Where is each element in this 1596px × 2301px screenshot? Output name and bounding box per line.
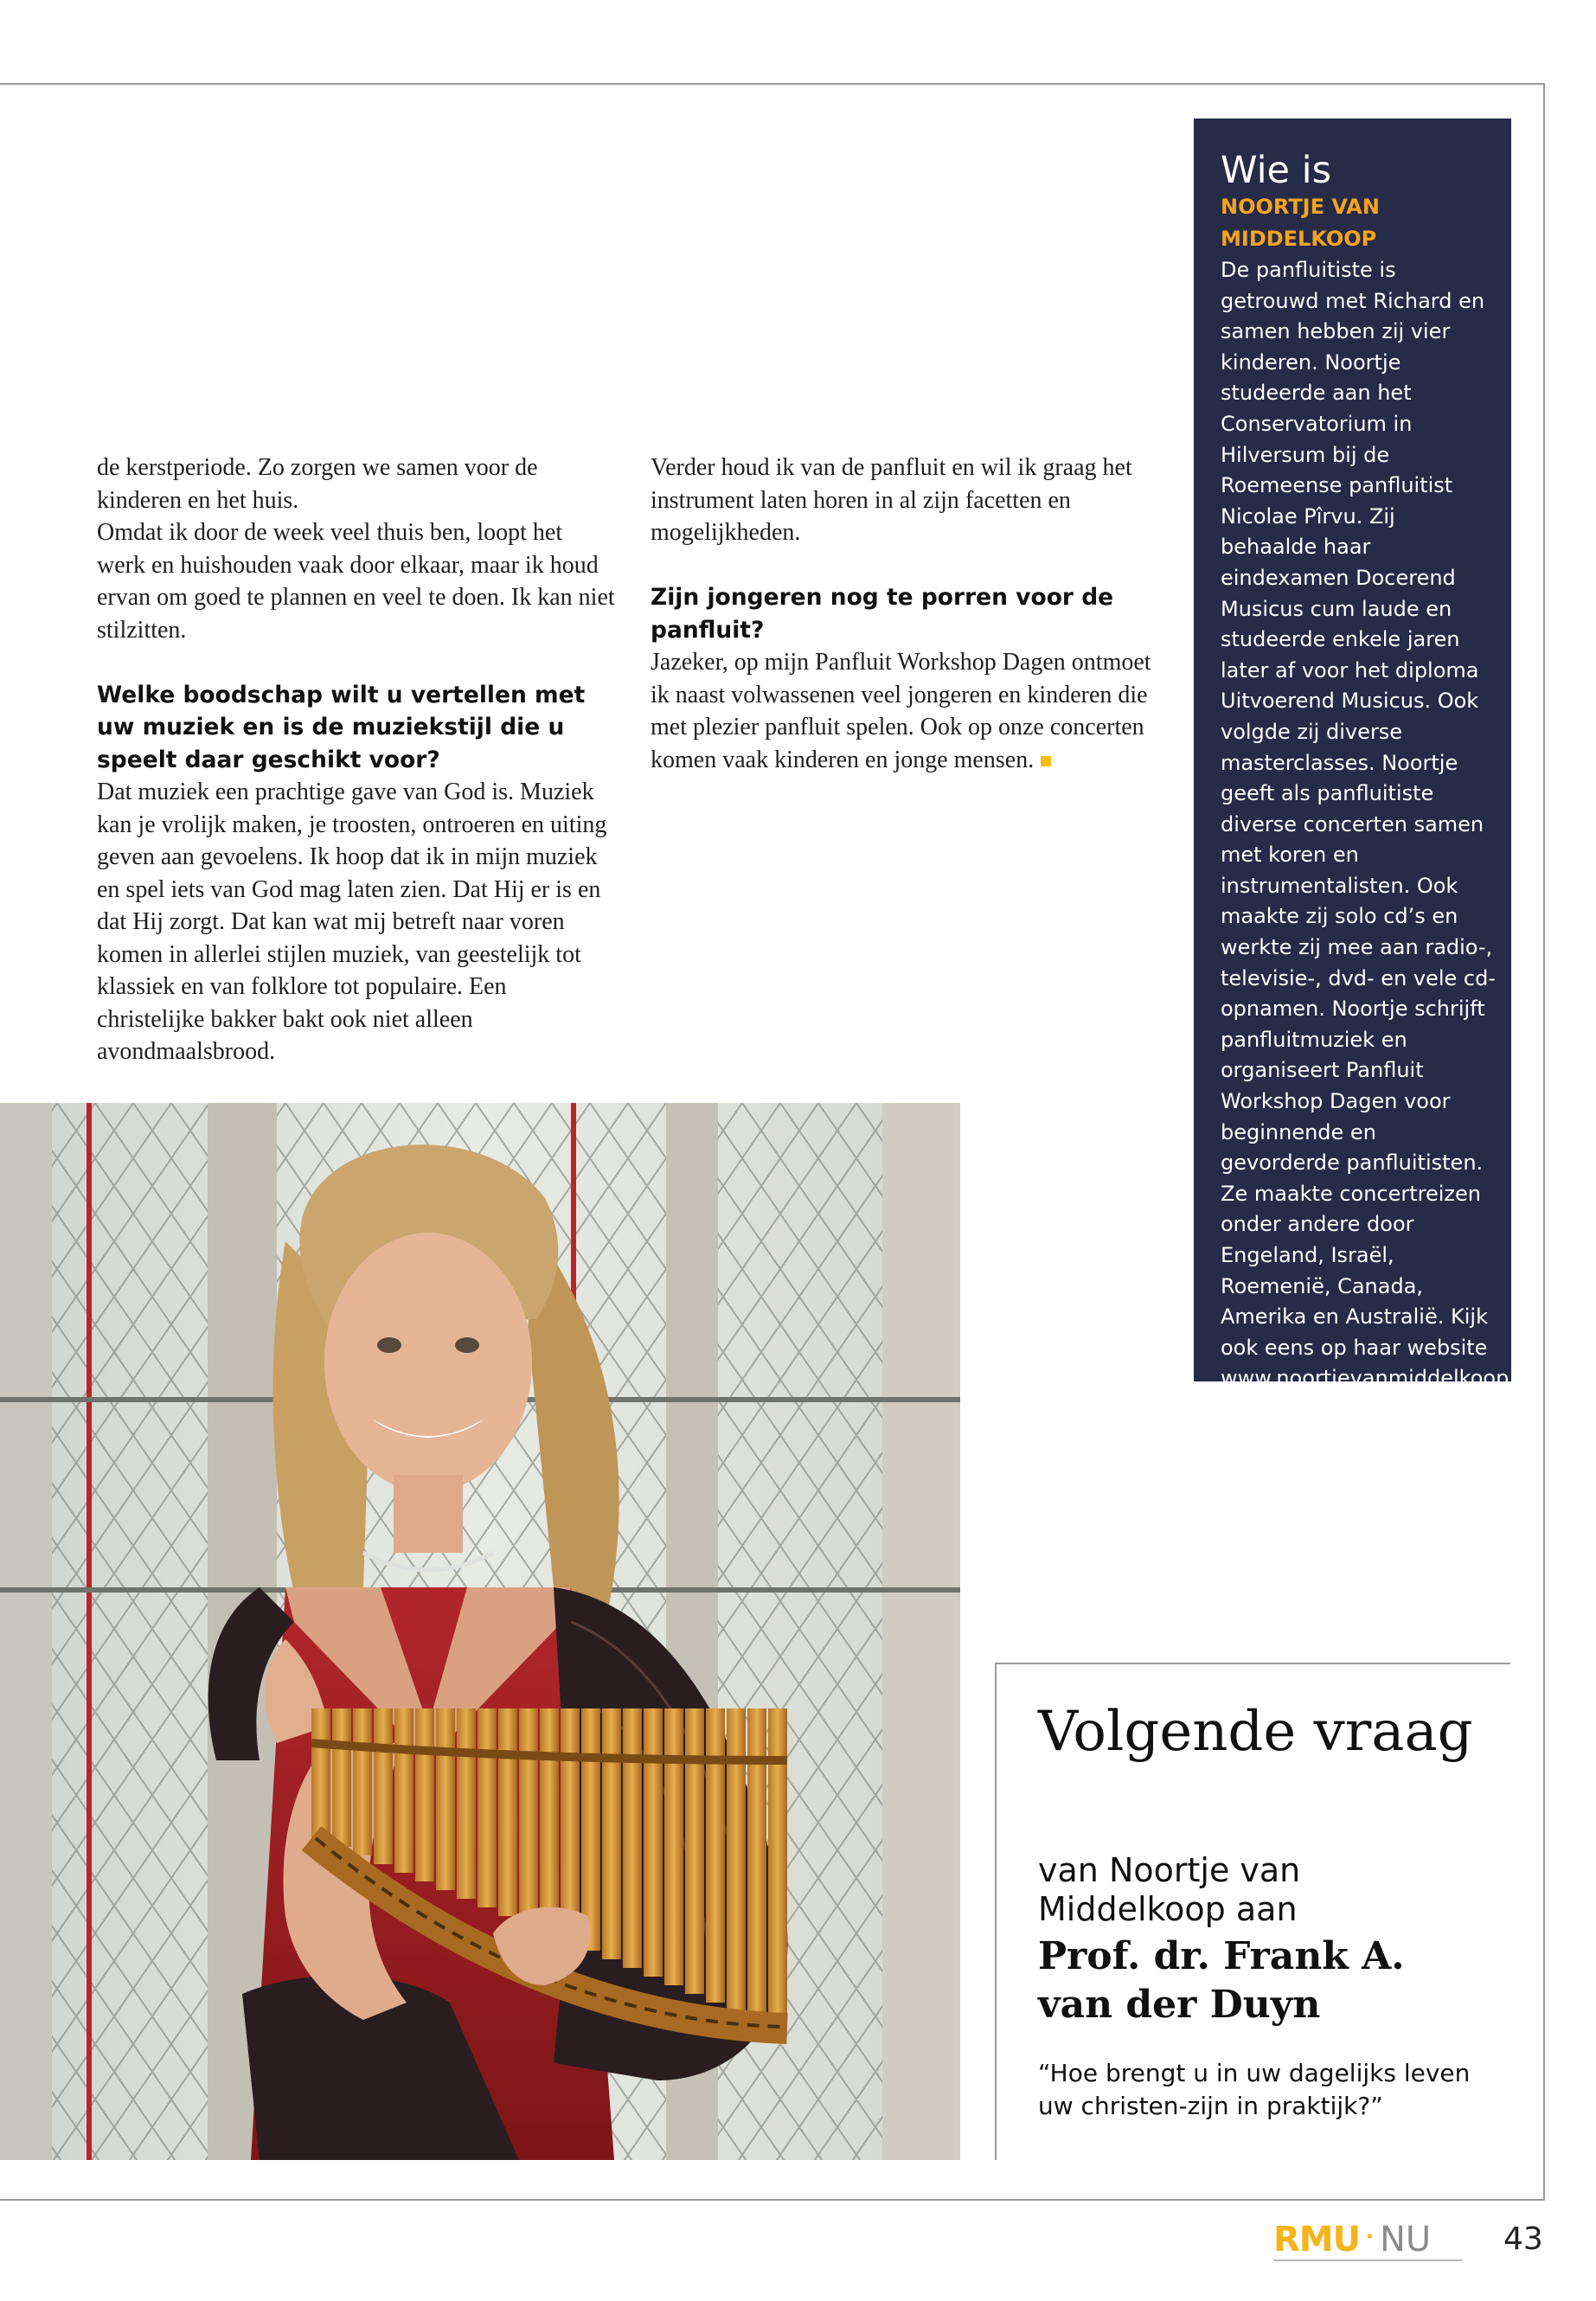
box-border-top [995, 1663, 1510, 1664]
end-mark-icon [1041, 756, 1051, 766]
interview-answer: Dat muziek een prachtige gave van God is. Muziek kan je vrolijk maken, je troosten, ontroeren en uiting geven aan gevoelens. Ik hoop dat ik in mijn muziek en spel iets van God mag laten zien. Dat Hij er is en dat Hij zorgt. Dat kan wat mij betreft naar voren komen in allerlei stijlen muziek, van geestelijk tot klassiek en van folklore tot populaire. Een christelijke bakker bakt ook niet alleen avondmaalsbrood. [97, 779, 607, 1065]
page-frame-right [1543, 83, 1545, 2201]
logo-underline [1273, 2259, 1462, 2261]
box-border-left [995, 1663, 997, 2160]
article-column-left [97, 452, 616, 1068]
portrait-illustration [0, 1103, 960, 2160]
portrait-photo [0, 1103, 960, 2160]
next-question-text: “Hoe brengt u in uw dagelijks leven uw christen-zijn in praktijk?” [1038, 2059, 1471, 2120]
sidebar-body: De panfluitiste is getrouwd met Richard en samen hebben zij vier kinderen. Noortje studeerde aan het Conservatorium in Hilversum bij de Roemeense panfluitist Nicolae Pîrvu. Zij behaalde haar eindexamen Docerend Musicus cum laude en studeerde enkele jaren later af voor het diploma Uitvoerend Musicus. Ook volgde zij diverse masterclasses. Noortje geeft als panfluitiste diverse concerten samen met koren en instrumentalisten. Ook maakte zij solo cd’s en werkte zij mee aan radio-, televisie-, dvd- en vele cd-opnamen. Noortje schrijft panfluitmuziek en organiseert Panfluit Workshop Dagen voor beginnende en gevorderde panfluitisten. Ze maakte concertreizen onder andere door Engeland, Israël, Roemenië, Canada, Amerika en Australië. Kijk ook eens op haar website www.noortjevanmiddelkoop.nl. [1221, 258, 1542, 1391]
interview-answer [651, 646, 1165, 776]
logo-nu-text: NU [1380, 2220, 1432, 2259]
paragraph: de kerstperiode. Zo zorgen we samen voor de kinderen en het huis. [97, 454, 538, 514]
interview-question: Welke boodschap wilt u vertellen met uw muziek en is de muziekstijl die u speelt daar geschikt voor? [97, 681, 586, 773]
answer-text: Jazeker, op mijn Panfluit Workshop Dagen ontmoet ik naast volwassenen veel jongeren en kinderen die met plezier panfluit spelen. Ook op onze concerten komen vaak kinderen en jonge mensen. [651, 649, 1151, 773]
next-question-from: van Noortje van Middelkoop aan [1038, 1851, 1301, 1928]
logo-rmu-text: RMU [1273, 2220, 1361, 2259]
next-question-recipient: Prof. dr. Frank A. van der Duyn [1038, 1934, 1405, 2027]
rmu-nu-logo [1273, 2217, 1462, 2265]
page-frame-bottom [0, 2199, 1545, 2201]
sidebar-title: Wie is [1221, 149, 1331, 192]
sidebar-name: NOORTJE VAN MIDDELKOOP [1221, 195, 1380, 251]
interview-question: Zijn jongeren nog te porren voor de panfluit? [651, 584, 1114, 644]
logo-dot: · [1364, 2217, 1375, 2257]
article-column-right [651, 452, 1165, 776]
profile-sidebar [1194, 119, 1542, 1391]
page-frame-top [0, 83, 1545, 85]
next-question-box [995, 1663, 1510, 2160]
paragraph: Verder houd ik van de panfluit en wil ik graag het instrument laten horen in al zijn facetten en mogelijkheden. [651, 454, 1132, 546]
page-number: 43 [1503, 2221, 1543, 2257]
next-question-heading: Volgende vraag [1038, 1700, 1473, 1764]
paragraph: Omdat ik door de week veel thuis ben, loopt het werk en huishouden vaak door elkaar, maar ik houd ervan om goed te plannen en veel te doen. Ik kan niet stilzitten. [97, 519, 615, 644]
